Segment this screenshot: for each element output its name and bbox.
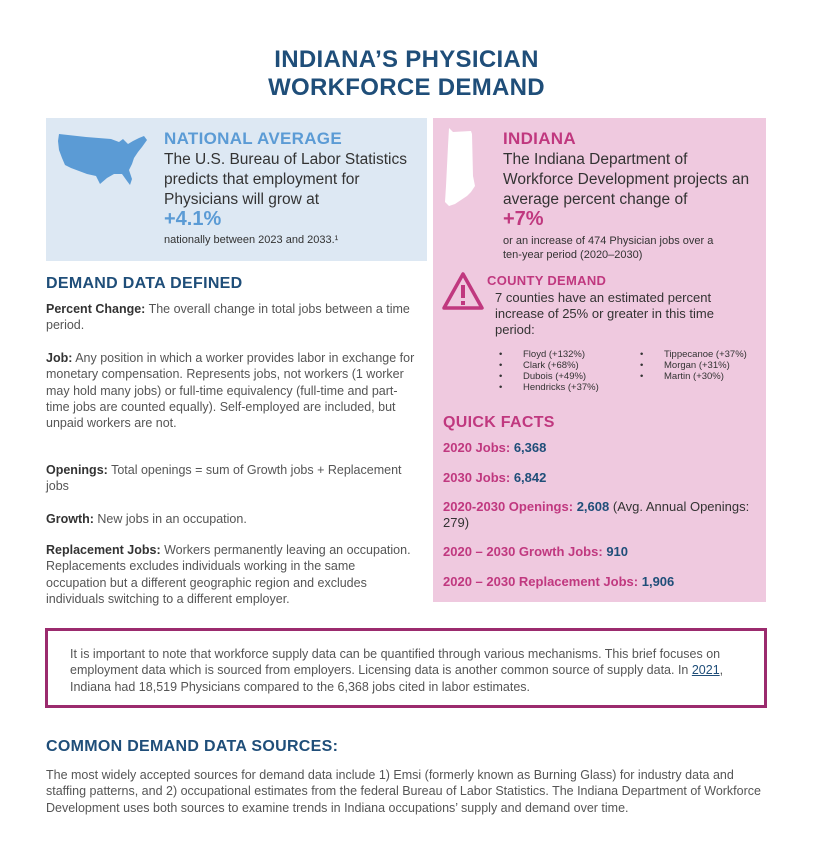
county-item: • Floyd (+132%) — [499, 349, 599, 360]
definition-growth — [46, 511, 416, 527]
definition-replacement — [46, 542, 416, 607]
fact-value: 6,368 — [513, 440, 547, 455]
county-item: • Morgan (+31%) — [640, 360, 747, 371]
note-text-before: It is important to note that workforce supply data can be quantified through various mechanisms. This brief focuses on employment data which is sourced from employers. Licensing data is another common source of supply data. In — [70, 647, 721, 678]
definition-text: New jobs in an occupation. — [97, 512, 247, 526]
page-title-line1: INDIANA’S PHYSICIAN — [274, 46, 539, 73]
national-average-box — [46, 118, 427, 261]
fact-2020-jobs — [443, 440, 753, 456]
fact-growth-jobs — [443, 544, 753, 560]
county-demand-text: 7 counties have an estimated percent increase of 25% or greater in this time period: — [495, 290, 714, 337]
fact-2030-jobs — [443, 470, 753, 486]
fact-label: 2030 Jobs: — [443, 470, 511, 485]
fact-value: 6,842 — [513, 470, 547, 485]
national-percent: +4.1% — [164, 208, 222, 230]
definition-job — [46, 350, 416, 431]
indiana-footnote: or an increase of 474 Physician jobs over a ten-year period (2020–2030) — [503, 235, 714, 261]
fact-label: 2020 – 2030 Growth Jobs: — [443, 544, 603, 559]
definition-label: Percent Change: — [46, 302, 146, 316]
common-sources-heading: COMMON DEMAND DATA SOURCES: — [46, 738, 339, 755]
county-demand-heading: COUNTY DEMAND — [487, 273, 607, 288]
county-item: • Dubois (+49%) — [499, 371, 599, 382]
definition-label: Growth: — [46, 512, 94, 526]
definition-text: Total openings = sum of Growth jobs + Replacement jobs — [46, 463, 402, 494]
county-item: • Clark (+68%) — [499, 360, 599, 371]
definition-text: Any position in which a worker provides labor in exchange for monetary compensation. Represents jobs, not workers (1 worker may hold many jobs) or full-time equivalency (full-time and part-time jobs are counted equally). Self-employed are included, but unpaid workers are not. — [46, 351, 415, 431]
national-average-text: The U.S. Bureau of Labor Statistics predicts that employment for Physicians will grow at — [164, 151, 407, 208]
fact-label: 2020 Jobs: — [443, 440, 511, 455]
page-title — [0, 46, 813, 102]
fact-openings — [443, 499, 753, 531]
indiana-text: The Indiana Department of Workforce Development projects an average percent change of — [503, 151, 750, 208]
definition-openings — [46, 462, 416, 495]
note-text-after: , Indiana had 18,519 Physicians compared to the 6,368 jobs cited in labor estimates. — [70, 663, 724, 694]
fact-note: (Avg. Annual Openings: 279) — [443, 499, 750, 530]
fact-value: 2,608 — [576, 499, 610, 514]
warning-icon — [441, 270, 485, 314]
common-sources-text: The most widely accepted sources for demand data include 1) Emsi (formerly known as Burning Glass) for industry data and staffing patterns, and 2) occupational estimates from the federal Bureau of Labor Statistics. The Indiana Department of Workforce Development uses both sources to examine trends in Indiana occupations’ supply and demand over time. — [46, 768, 761, 815]
indiana-heading: INDIANA — [503, 129, 576, 148]
indiana-panel — [433, 118, 766, 602]
fact-label: 2020 – 2030 Replacement Jobs: — [443, 574, 639, 589]
definition-label: Openings: — [46, 463, 108, 477]
definition-text: Workers permanently leaving an occupation. Replacements excludes individuals working in the same occupation but a different geographic region and excludes individuals switching to a different employer. — [46, 543, 411, 606]
definition-text: The overall change in total jobs between a time period. — [46, 302, 410, 333]
fact-replacement-jobs — [443, 574, 753, 590]
page-title-line2: WORKFORCE DEMAND — [268, 74, 545, 101]
quick-facts-heading: QUICK FACTS — [443, 414, 555, 431]
indiana-map-icon — [443, 126, 495, 210]
county-list-col2 — [640, 349, 747, 382]
fact-value: 1,906 — [641, 574, 675, 589]
fact-label: 2020-2030 Openings: — [443, 499, 574, 514]
fact-value: 910 — [606, 544, 629, 559]
national-footnote: nationally between 2023 and 2033.¹ — [164, 234, 339, 246]
definition-label: Replacement Jobs: — [46, 543, 161, 557]
county-list-col1 — [499, 349, 599, 393]
year-2021-link[interactable]: 2021 — [691, 663, 720, 678]
supply-note-text — [70, 646, 740, 695]
demand-defined-heading: DEMAND DATA DEFINED — [46, 275, 243, 292]
definition-percent-change — [46, 301, 416, 334]
county-item: • Hendricks (+37%) — [499, 382, 599, 393]
national-average-heading: NATIONAL AVERAGE — [164, 129, 342, 148]
definition-label: Job: — [46, 351, 73, 365]
us-map-icon — [56, 130, 150, 190]
county-item: • Martin (+30%) — [640, 371, 747, 382]
indiana-percent: +7% — [503, 208, 544, 230]
supply-note-box — [45, 628, 767, 708]
county-item: • Tippecanoe (+37%) — [640, 349, 747, 360]
